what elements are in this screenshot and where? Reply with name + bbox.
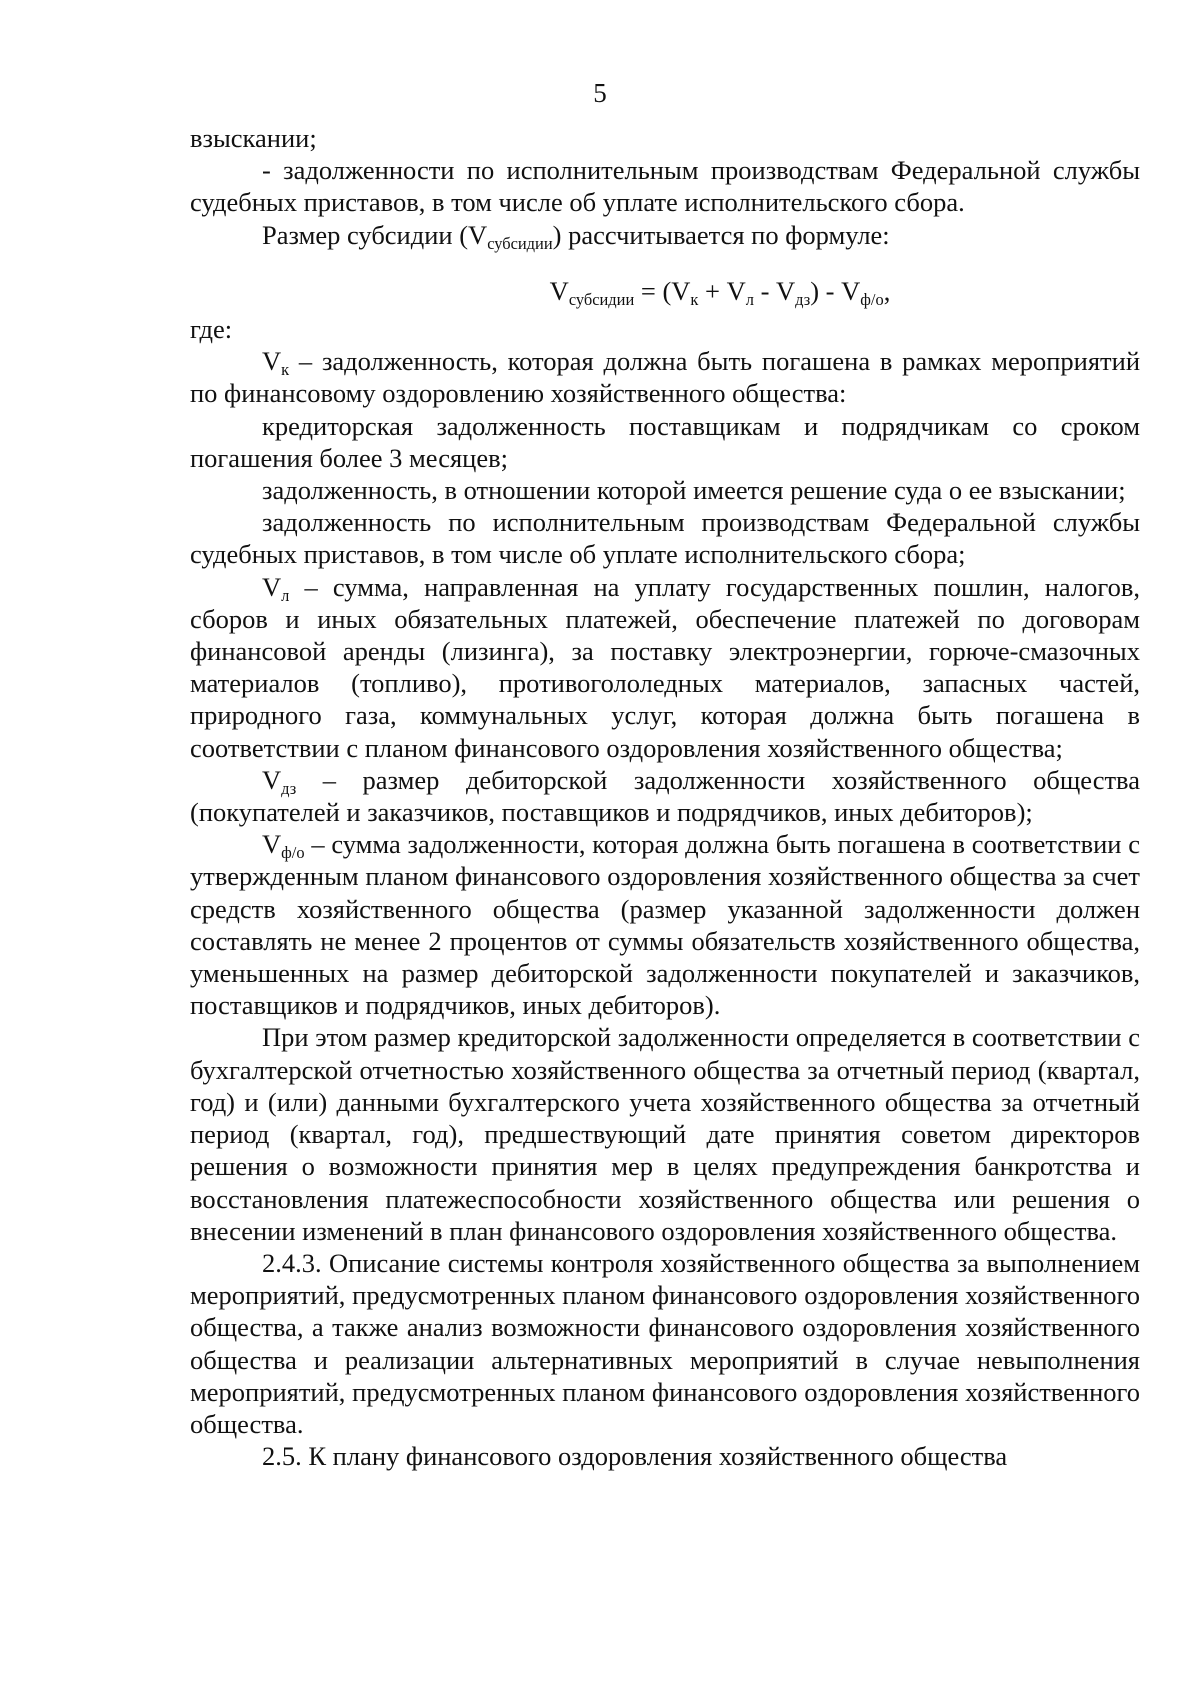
vk-item-bailiff-debt: задолженность по исполнительным производствам Федеральной службы судебных приставов, в том числе об уплате исполнительского сбора; <box>190 507 1140 570</box>
paragraph-bailiff-debts: - задолженности по исполнительным производствам Федеральной службы судебных приставов, в том числе об уплате исполнительского сбора. <box>190 155 1140 218</box>
subsidy-formula: $V_{субсидии} = (V_к + V_л - V_{дз}) - V_{ф/о}$, <box>549 275 891 309</box>
paragraph-creditor-debt-determination: При этом размер кредиторской задолженности определяется в соответствии с бухгалтерской отчетностью хозяйственного общества за отчетный период (квартал, год) и (или) данными бухгалтерского учета хозяйственного общества за отчетный период (квартал, год), предшествующий дате принятия советом директоров решения о возможности принятия мер в целях предупреждения банкротства и восстановления платежеспособности хозяйственного общества или решения о внесении изменений в план финансового оздоровления хозяйственного общества. <box>190 1022 1140 1246</box>
section-2-5: 2.5. К плану финансового оздоровления хозяйственного общества <box>262 1441 1008 1472</box>
paragraph-continuation: взыскании; <box>190 123 317 153</box>
paragraph-where: где: <box>190 314 233 345</box>
document-body <box>190 122 1140 1472</box>
definition-vdz: $V_{дз}$ – размер дебиторской задолженности хозяйственного общества (покупателей и заказчиков, поставщиков и подрядчиков, иных дебиторов); <box>190 764 1140 828</box>
definition-vl: $V_л$ – сумма, направленная на уплату государственных пошлин, налогов, сборов и иных обязательных платежей, обеспечение платежей по договорам финансовой аренды (лизинга), за поставку электроэнергии, горюче-смазочных материалов (топливо), противогололедных материалов, запасных частей, природного газа, коммунальных услуг, которая должна быть погашена в соответствии с планом финансового оздоровления хозяйственного общества; <box>190 571 1140 763</box>
definition-vfo: $V_{ф/о}$ – сумма задолженности, которая должна быть погашена в соответствии с утвержденным планом финансового оздоровления хозяйственного общества за счет средств хозяйственного общества (размер указанной задолженности должен составлять не менее 2 процентов от суммы обязательств хозяйственного общества, уменьшенных на размер дебиторской задолженности покупателей и заказчиков, поставщиков и подрядчиков, иных дебиторов). <box>190 829 1140 1021</box>
definition-vk: $V_к$ – задолженность, которая должна быть погашена в рамках мероприятий по финансовому оздоровлению хозяйственного общества: <box>190 346 1140 409</box>
page-number: 5 <box>593 78 607 108</box>
paragraph-subsidy-size: Размер субсидии $(V_{субсидии})$ рассчитывается по формуле: <box>262 219 890 253</box>
vk-item-court-decision: задолженность, в отношении которой имеется решение суда о ее взыскании; <box>262 475 1126 506</box>
vk-item-creditor-debt: кредиторская задолженность поставщикам и подрядчикам со сроком погашения более 3 месяцев; <box>190 410 1140 473</box>
section-2-4-3: 2.4.3. Описание системы контроля хозяйственного общества за выполнением мероприятий, предусмотренных планом финансового оздоровления хозяйственного общества, а также анализ возможности финансового оздоровления хозяйственного общества и реализации альтернативных мероприятий в случае невыполнения мероприятий, предусмотренных планом финансового оздоровления хозяйственного общества. <box>190 1247 1140 1439</box>
